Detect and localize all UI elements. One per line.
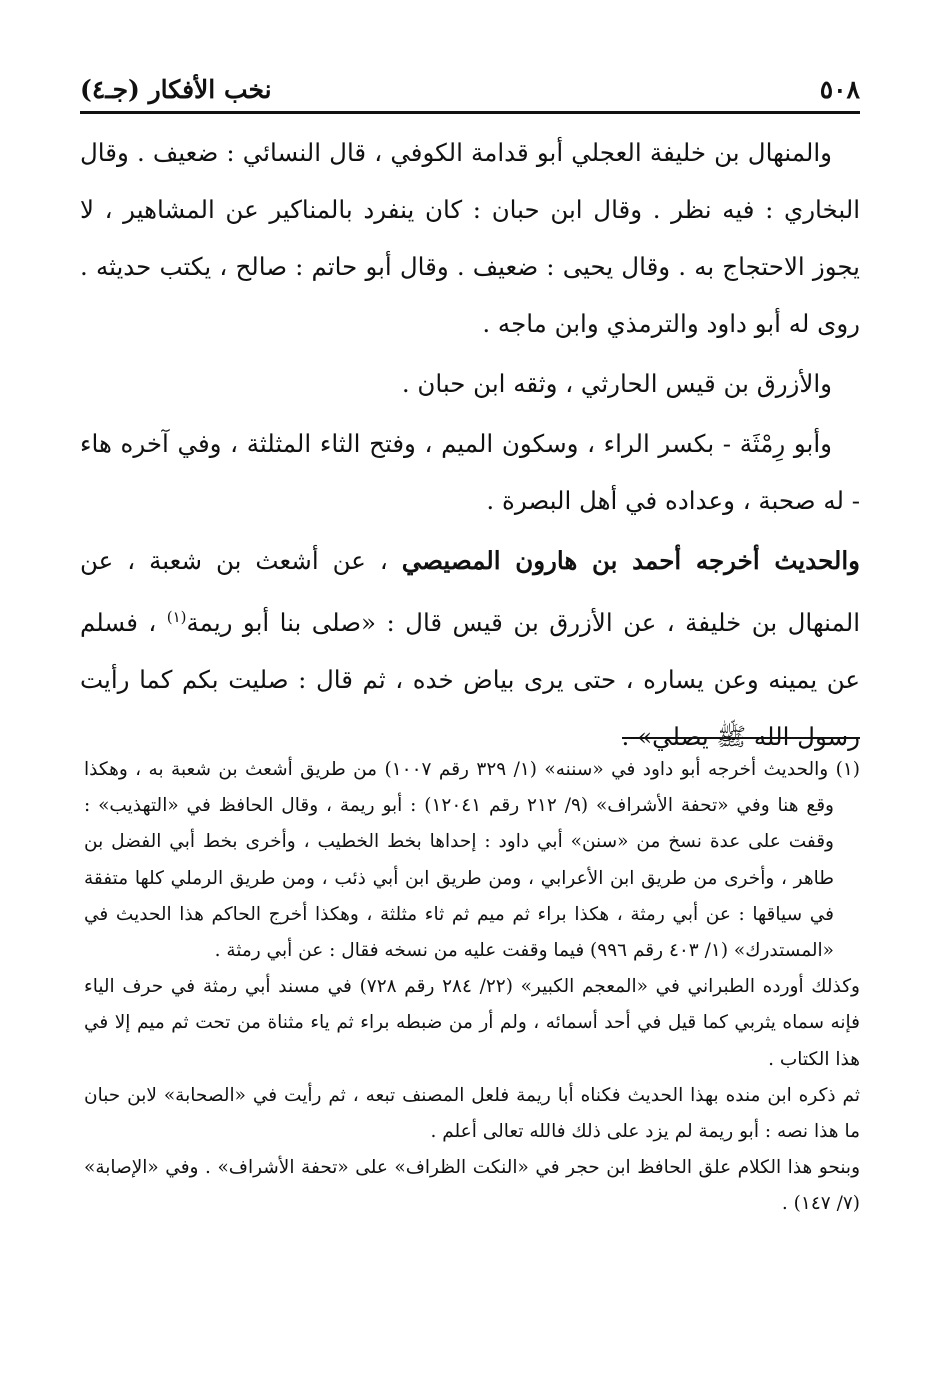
running-header <box>80 64 860 104</box>
paragraph-azraq: والأزرق بن قيس الحارثي ، وثقه ابن حبان . <box>401 369 832 398</box>
footnote-ref[interactable]: (١) <box>166 608 187 626</box>
footnote-1-text: والحديث أخرجه أبو داود في «سننه» (١/ ٣٢٩ رقم ١٠٠٧) من طريق أشعث بن شعبة به ، وهكذا وقع هنا وفي «تحفة الأشراف» (٩/ ٢١٢ رقم ١٢٠٤١) : أبو ريمة ، وقال الحافظ في «التهذيب» : وقفت على عدة نسخ من «سنن» أبي داود : إحداها بخط الخطيب ، وأخرى بخط أبي الفضل بن طاهر ، وأخرى من طريق ابن الأعرابي ، ومن طريق ابن أبي ذئب ، ومن طريق الرملي كلها متفقة في سياقها : عن أبي رمثة ، هكذا براء ثم ميم ثم ثاء مثلثة ، وهكذا أخرج الحاكم هذا الحديث في «المستدرك» (١/ ٤٠٣ رقم ٩٩٦) فيما وقفت عليه من نسخه فقال : عن أبي رمثة . <box>84 759 834 962</box>
footnote-paragraph-ibn-hajar: وبنحو هذا الكلام علق الحافظ ابن حجر في «النكت الظراف» على «تحفة الأشراف» . وفي «الإصابة» (٧/ ١٤٧) . <box>84 1157 861 1215</box>
footnote-paragraph-tabarani: وكذلك أورده الطبراني في «المعجم الكبير» (٢٢/ ٢٨٤ رقم ٧٢٨) في مسند أبي رمثة في حرف الياء فإنه سماه يثربي كما قيل في أحد أسمائه ، ولم أر من ضبطه براء ثم ياء مثناة من تحت ثم ميم إلا في هذا الكتاب . <box>84 976 860 1070</box>
footnote-separator <box>622 737 860 739</box>
hadith-lead-bold: والحديث أخرجه أحمد بن هارون المصيصي <box>401 546 860 575</box>
footnote-1 <box>84 752 860 969</box>
hadith-text-b: ، فسلم عن يمينه وعن يساره ، حتى يرى بياض خده ، ثم قال : صليت بكم كما رأيت رسول الله ﷺ يصلي» . <box>80 608 860 752</box>
hadith-text-a: ، عن أشعث بن شعبة ، عن المنهال بن خليفة ، عن الأزرق بن قيس قال : «صلى بنا أبو ريمة <box>80 546 860 638</box>
footnotes <box>84 752 860 1223</box>
paragraph-hadith <box>80 532 860 765</box>
page-number: ٥٠٨ <box>819 75 860 104</box>
running-title: نخب الأفكار (جـ٤) <box>80 75 272 104</box>
main-text <box>80 124 860 765</box>
paragraph-minhal: والمنهال بن خليفة العجلي أبو قدامة الكوفي ، قال النسائي : ضعيف . وقال البخاري : فيه نظر . وقال ابن حبان : كان ينفرد بالمناكير عن المشاهير ، لا يجوز الاحتجاج به . وقال يحيى : ضعيف . وقال أبو حاتم : صالح ، يكتب حديثه . روى له أبو داود والترمذي وابن ماجه . <box>80 138 860 338</box>
header-rule <box>80 111 860 114</box>
paragraph-abu-rimtha: وأبو رِمْثَة - بكسر الراء ، وسكون الميم ، وفتح الثاء المثلثة ، وفي آخره هاء - له صحبة ، وعداده في أهل البصرة . <box>80 429 860 515</box>
footnote-paragraph-ibn-mandah: ثم ذكره ابن منده بهذا الحديث فكناه أبا ريمة فلعل المصنف تبعه ، ثم رأيت في «الصحابة» لابن حبان ما هذا نصه : أبو ريمة لم يزد على ذلك فالله تعالى أعلم . <box>84 1084 860 1143</box>
footnote-1-number: (١) <box>835 759 860 780</box>
